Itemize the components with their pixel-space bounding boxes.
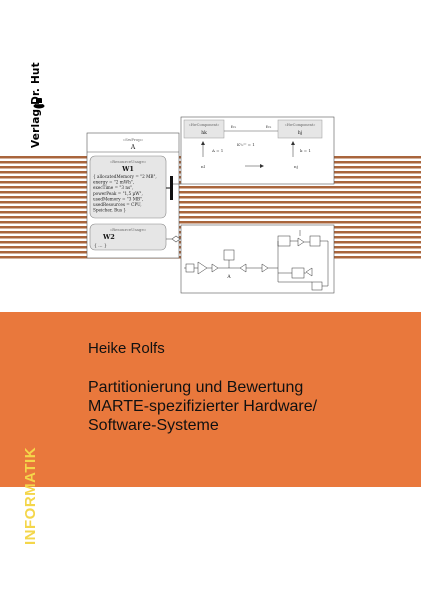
sw-prop-stereo: «SwProp» bbox=[122, 137, 144, 142]
w2-label: W2 bbox=[103, 233, 115, 241]
title-line: MARTE-spezifizierter Hardware/ bbox=[88, 398, 318, 415]
svg-text:«HwComponent»: «HwComponent» bbox=[284, 123, 316, 127]
svg-text:«ResourceUsage»: «ResourceUsage» bbox=[109, 159, 147, 164]
title-line: Software-Systeme bbox=[88, 417, 219, 434]
w1-label: W1 bbox=[122, 165, 134, 173]
svg-text:nj: nj bbox=[294, 164, 298, 169]
svg-text:hk: hk bbox=[201, 131, 207, 136]
series-label: INFORMATIK bbox=[22, 446, 39, 545]
w1-property-line: energy = "2 mWh", bbox=[93, 179, 135, 185]
svg-text:A = 1: A = 1 bbox=[212, 148, 224, 153]
fork-bar bbox=[170, 176, 173, 200]
w1-property-line: usedMemory = "3 MB", bbox=[93, 196, 144, 202]
svg-text:k = 1: k = 1 bbox=[300, 148, 311, 153]
w1-property-line: usedResources = CPU, bbox=[93, 202, 142, 207]
w1-property-line: powerPeak = "1,5 µW", bbox=[93, 190, 143, 196]
title-line: Partitionierung und Bewertung bbox=[88, 379, 304, 396]
w1-property-line: Speicher, Bus } bbox=[93, 207, 127, 213]
author-name: Heike Rolfs bbox=[88, 340, 165, 357]
sw-prop-label: A bbox=[130, 144, 136, 151]
w1-property-line: execTime = "3 ns", bbox=[93, 185, 134, 191]
svg-text:fc₁: fc₁ bbox=[231, 124, 237, 129]
w2-body: { ... } bbox=[94, 244, 107, 249]
svg-text:nl: nl bbox=[201, 164, 205, 169]
svg-text:Kᵃₗₗᵒᶜ = 1: Kᵃₗₗᵒᶜ = 1 bbox=[237, 142, 255, 147]
right-bottom-frame bbox=[181, 225, 334, 293]
w1-property-line: { allocatedMemory = "2 MB", bbox=[93, 174, 157, 179]
svg-text:«HwComponent»: «HwComponent» bbox=[188, 123, 220, 127]
svg-text:fc₂: fc₂ bbox=[266, 124, 272, 129]
book-title bbox=[88, 378, 408, 435]
publisher-name: Verlag Dr. Hut bbox=[30, 62, 42, 148]
svg-text:A: A bbox=[227, 275, 231, 280]
svg-text:«ResourceUsage»: «ResourceUsage» bbox=[109, 227, 147, 232]
svg-text:hj: hj bbox=[297, 131, 303, 136]
